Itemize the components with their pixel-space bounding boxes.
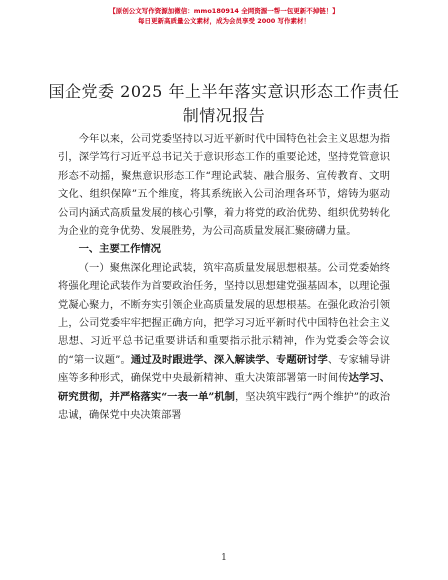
subsection-paragraph: [58, 259, 390, 425]
promo-banner-line-1: 【原创公文写作资源加微信：mmo180914 全网资源一帮一包更新不掉链！】: [109, 7, 339, 15]
emphasis-text-a: 通过及时跟进学、深入解读学、专题研讨学: [130, 353, 328, 366]
document-title-line-1: 国企党委 2025 年上半年落实意识形态工作责任: [48, 82, 400, 101]
subsection-text-e: ，坚决筑牢践行“两个维护”的政治忠诚，确保党中央决策部署: [58, 390, 390, 422]
section-heading: 一、主要工作情况: [78, 243, 161, 256]
subsection-text-b: 、专家辅导讲座等多种形式，确保党中央最新精神、重大决策部署第一时间传: [58, 353, 391, 385]
document-body: [58, 130, 390, 425]
document-title-line-2: 制情况报告: [182, 106, 266, 125]
subsection-text: 公司党委始终将强化理论武装作为首要政治任务，坚持以思想建党强基固本，以理论强党凝心聚力，不断夯实引领企业高质量发展的思想根基。在强化政治引领上，公司党委牢牢把握正确方向，把学习习近平新时代中国特色社会主义思想、习近平总书记重要讲话和重要指示批示精神，作为党委会等会议的“第一议题”。: [58, 261, 391, 366]
promo-banner: [0, 6, 448, 26]
document-title: [40, 80, 408, 128]
emphasis-text-d: “一表一单”机制: [161, 390, 235, 403]
promo-banner-line-2: 每日更新高质量公文素材，成为会员享受 2000 写作素材！: [137, 17, 311, 25]
emphasis-text-c: 达学习、研究贯彻，并严格落实: [58, 372, 391, 403]
intro-paragraph: 今年以来，公司党委坚持以习近平新时代中国特色社会主义思想为指引，深学笃行习近平总书记关于意识形态工作的重要论述，坚持党管意识形态不动摇，聚焦意识形态工作“理论武装、融合服务、宣传教育、文明文化、组织保障”五个维度，将其系统嵌入公司治理各环节，熔铸为驱动公司内涵式高质量发展的核心引擎，着力将党的政治优势、组织优势转化为企业的竞争优势、发展胜势，为公司高质量发展汇聚磅礴力量。: [58, 133, 390, 238]
page-number: 1: [221, 553, 227, 563]
subsection-heading: （一）聚焦深化理论武装，筑牢高质量发展思想根基。: [78, 261, 328, 274]
